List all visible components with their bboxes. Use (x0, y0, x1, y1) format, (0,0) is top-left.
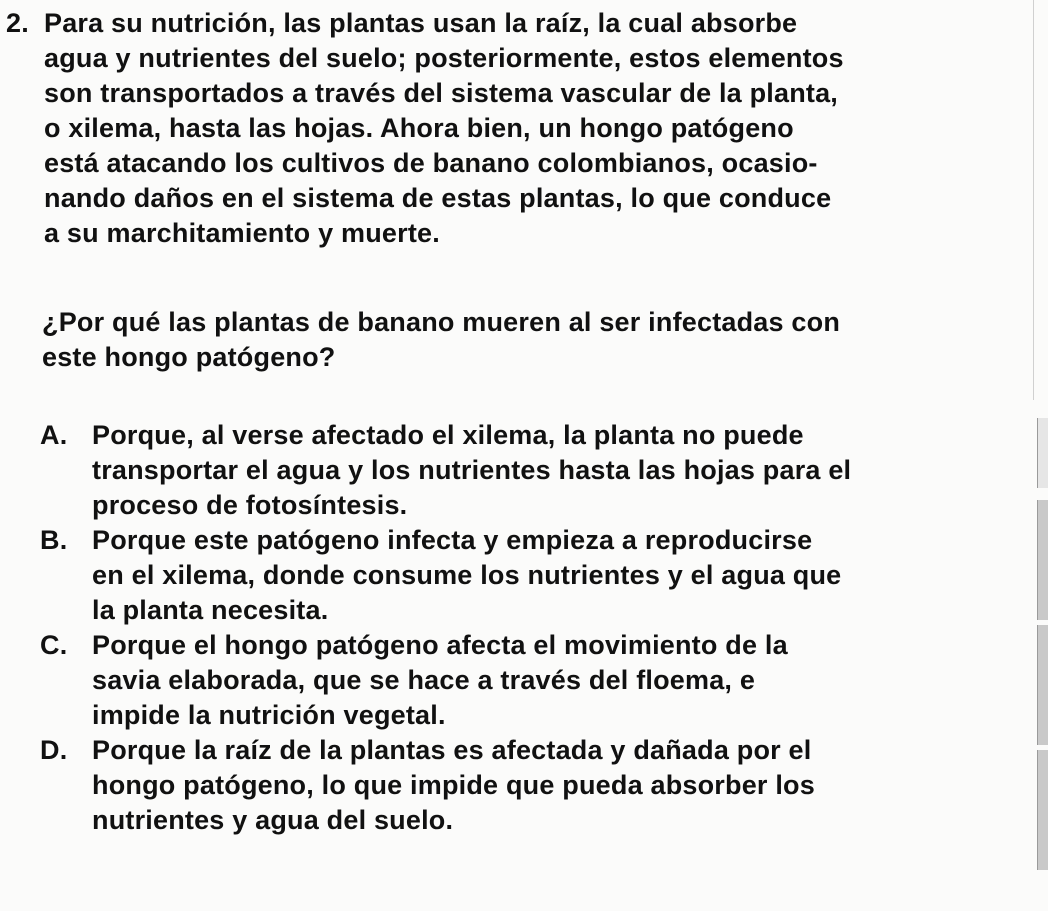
option-line: savia elaborada, que se hace a través del floema, e (92, 665, 756, 695)
option-line: la planta necesita. (92, 595, 329, 625)
option-a[interactable] (40, 418, 1000, 523)
question-number: 2. (6, 8, 29, 38)
option-letter: A. (40, 420, 68, 450)
answer-options (40, 418, 1000, 838)
page-edge-tab (1037, 418, 1048, 488)
stem-line: o xilema, hasta las hojas. Ahora bien, un hongo patógeno (44, 113, 794, 143)
prompt-line: este hongo patógeno? (42, 342, 336, 372)
page-edge-tab (1037, 750, 1048, 870)
question-stem (6, 6, 996, 251)
stem-line: a su marchitamiento y muerte. (44, 218, 440, 248)
stem-line: son transportados a través del sistema vascular de la planta, (44, 78, 839, 108)
question-prompt (42, 305, 840, 375)
option-d[interactable] (40, 733, 1000, 838)
stem-line: 2. Para su nutrición, las plantas usan la raíz, la cual absorbe (6, 6, 996, 41)
option-line: impide la nutrición vegetal. (92, 700, 446, 730)
stem-line: nando daños en el sistema de estas plantas, lo que conduce (44, 183, 832, 213)
stem-line: agua y nutrientes del suelo; posteriormente, estos elementos (44, 43, 844, 73)
prompt-line: ¿Por qué las plantas de banano mueren al ser infectadas con (42, 307, 841, 337)
option-line: D. Porque la raíz de la plantas es afectada y dañada por el (40, 733, 1000, 768)
page-edge-tab (1037, 500, 1048, 620)
option-line: C. Porque el hongo patógeno afecta el movimiento de la (40, 628, 1000, 663)
option-letter: D. (40, 735, 68, 765)
option-line: B. Porque este patógeno infecta y empieza a reproducirse (40, 523, 1000, 558)
option-line: hongo patógeno, lo que impide que pueda absorber los (92, 770, 815, 800)
option-line: nutrientes y agua del suelo. (92, 805, 454, 835)
option-b[interactable] (40, 523, 1000, 628)
page-edge-line (1033, 0, 1034, 400)
option-line: transportar el agua y los nutrientes hasta las hojas para el (92, 455, 852, 485)
option-letter: B. (40, 525, 68, 555)
option-line: proceso de fotosíntesis. (92, 490, 408, 520)
option-line: en el xilema, donde consume los nutrientes y el agua que (92, 560, 842, 590)
page-edge-tab (1037, 625, 1048, 745)
option-letter: C. (40, 630, 68, 660)
option-c[interactable] (40, 628, 1000, 733)
option-line: A. Porque, al verse afectado el xilema, la planta no puede (40, 418, 1000, 453)
stem-line: está atacando los cultivos de banano colombianos, ocasio- (44, 148, 818, 178)
